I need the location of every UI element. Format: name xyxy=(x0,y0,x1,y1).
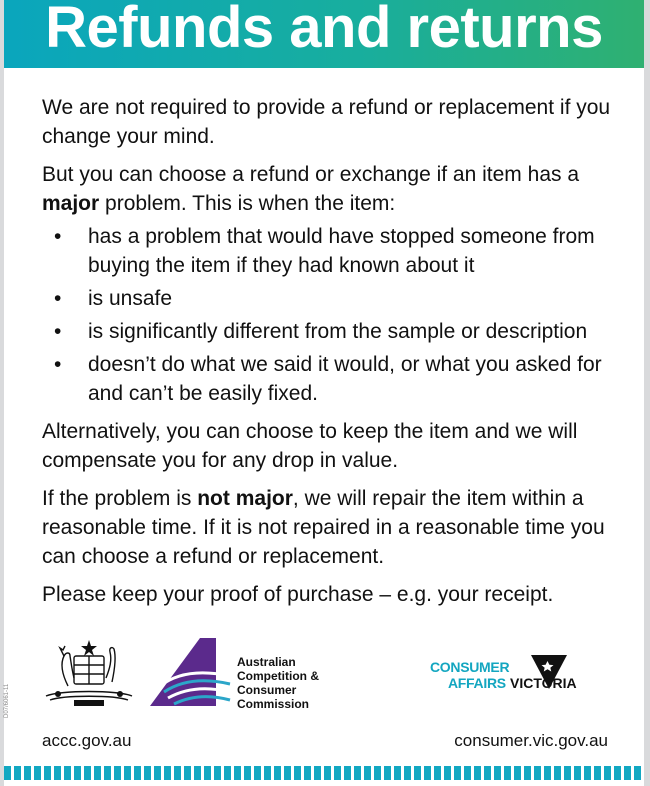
accc-website-link[interactable]: accc.gov.au xyxy=(42,731,132,750)
list-item-text: doesn’t do what we said it would, or what you asked for and can’t be easily fixed. xyxy=(88,353,602,405)
paragraph-proof-of-purchase: Please keep your proof of purchase – e.g. your receipt. xyxy=(42,583,554,606)
accc-name xyxy=(237,655,357,711)
document-code: D07/6061-11 xyxy=(4,683,10,718)
list-item xyxy=(42,350,622,408)
list-item xyxy=(42,222,622,280)
cav-victoria-text: VICTORIA xyxy=(510,675,577,691)
list-item-text: is unsafe xyxy=(88,287,173,310)
list-item-text: is significantly different from the sample or description xyxy=(88,320,588,343)
accc-name-line: Competition & xyxy=(237,669,319,683)
consumer-vic-website-link[interactable]: consumer.vic.gov.au xyxy=(454,731,608,750)
coat-of-arms-logo xyxy=(40,638,138,710)
text-segment: problem. This is when the item: xyxy=(99,192,396,215)
consumer-affairs-victoria-logo xyxy=(430,655,620,695)
bullet-marker: • xyxy=(54,225,62,248)
emphasis-not-major: not major xyxy=(197,487,293,510)
accc-logo xyxy=(150,638,232,708)
list-item-text: has a problem that would have stopped someone from buying the item if they had known about it xyxy=(88,225,595,277)
text-segment: , we will repair the item within a reasonable time. If it is not repaired in a reasonable time you can choose a refund or replacement. xyxy=(42,487,605,568)
cav-consumer-text: CONSUMER xyxy=(430,659,510,675)
paragraph-major-problem xyxy=(42,160,622,218)
bullet-marker: • xyxy=(54,320,62,343)
bullet-marker: • xyxy=(54,353,62,376)
bullet-marker: • xyxy=(54,287,62,310)
text-segment: But you can choose a refund or exchange if an item has a xyxy=(42,163,580,186)
list-item xyxy=(42,284,622,313)
emphasis-major: major xyxy=(42,192,100,215)
bottom-stripe xyxy=(4,766,644,780)
paragraph-not-major xyxy=(42,484,622,571)
notice-body xyxy=(42,93,622,618)
cav-affairs-text: AFFAIRS xyxy=(448,675,506,691)
left-border xyxy=(0,0,4,786)
accc-name-line: Consumer xyxy=(237,683,297,697)
title-banner xyxy=(4,0,644,68)
accc-name-line: Commission xyxy=(237,697,310,711)
page-title: Refunds and returns xyxy=(45,0,603,60)
major-problem-list xyxy=(42,222,622,408)
accc-name-line: Australian xyxy=(237,655,296,669)
paragraph-change-mind: We are not required to provide a refund or replacement if you change your mind. xyxy=(42,96,611,148)
paragraph-compensation: Alternatively, you can choose to keep the item and we will compensate you for any drop in value. xyxy=(42,420,578,472)
list-item xyxy=(42,317,622,346)
text-segment: If the problem is xyxy=(42,487,198,510)
right-border xyxy=(644,0,650,786)
